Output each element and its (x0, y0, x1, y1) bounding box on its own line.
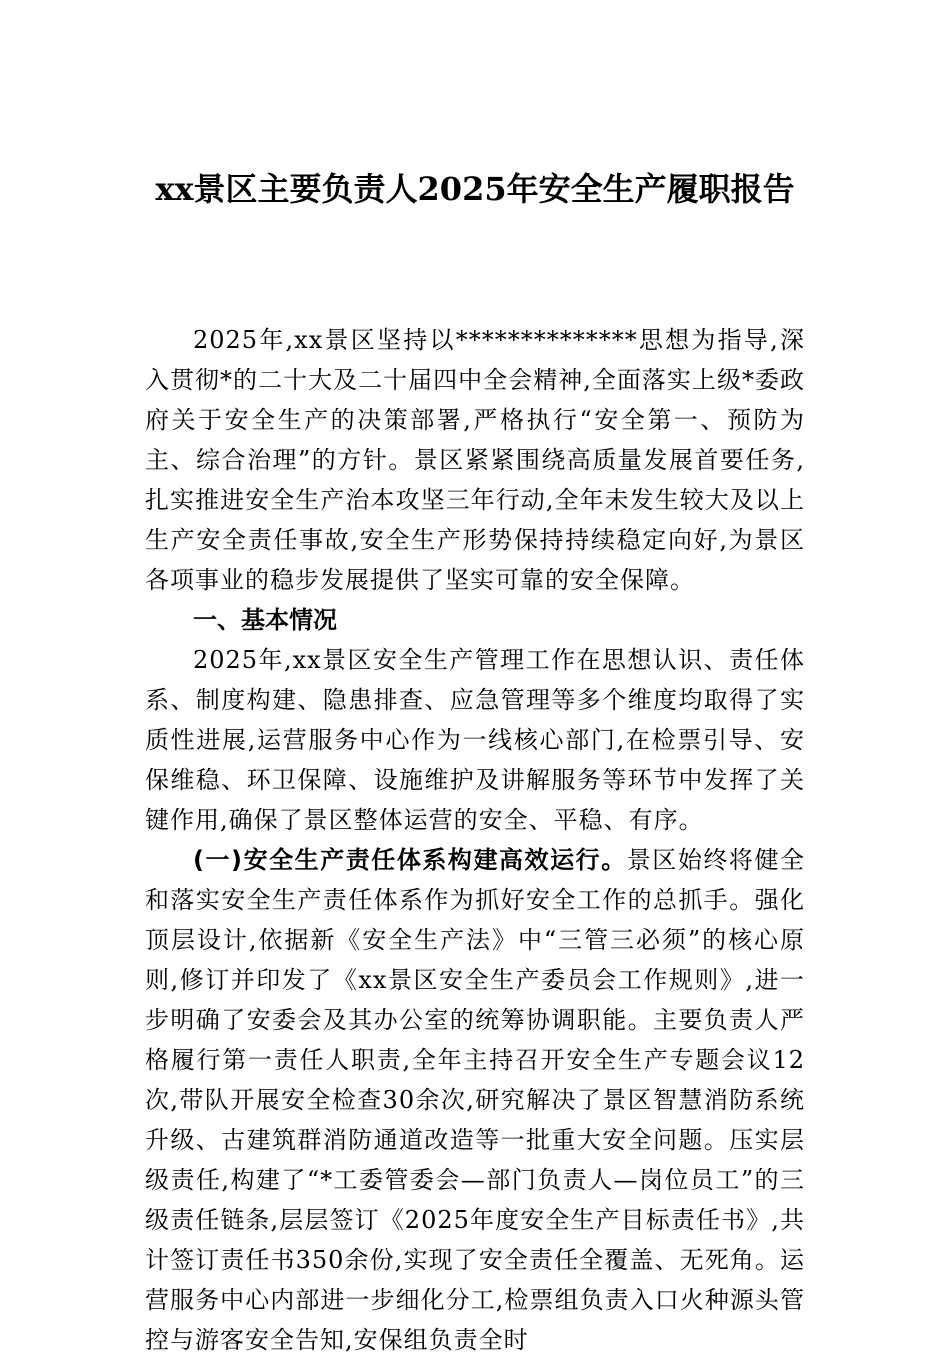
document-title: xx景区主要负责人2025年安全生产履职报告 (155, 170, 795, 208)
subsection1-lead: (一)安全生产责任体系构建高效运行。 (193, 846, 627, 874)
intro-paragraph: 2025年,xx景区坚持以**************思想为指导,深入贯彻*的二十大及二十届四中全会精神,全面落实上级*委政府关于安全生产的决策部署,严格执行“安全第一、预防为主、综合治理”的方针。景区紧紧围绕高质量发展首要任务,扎实推进安全生产治本攻坚三年行动,全年未发生较大及以上生产安全责任事故,安全生产形势保持持续稳定向好,为景区各项事业的稳步发展提供了坚实可靠的安全保障。 (145, 326, 805, 594)
subsection1-body: 景区始终将健全和落实安全生产责任体系作为抓好安全工作的总抓手。强化顶层设计,依据新《安全生产法》中“三管三必须”的核心原则,修订并印发了《xx景区安全生产委员会工作规则》,进一步明确了安委会及其办公室的统筹协调职能。主要负责人严格履行第一责任人职责,全年主持召开安全生产专题会议12次,带队开展安全检查30余次,研究解决了景区智慧消防系统升级、古建筑群消防通道改造等一批重大安全问题。压实层级责任,构建了“*工委管委会—部门负责人—岗位员工”的三级责任链条,层层签订《2025年度安全生产目标责任书》,共计签订责任书350余份,实现了安全责任全覆盖、无死角。运营服务中心内部进一步细化分工,检票组负责入口火种源头管控与游客安全告知,安保组负责全时 (145, 846, 805, 1354)
section-heading-basic-situation: 一、基本情况 (193, 606, 337, 634)
subsection1-paragraph (145, 840, 805, 1360)
document-body (145, 320, 805, 1360)
section1-paragraph: 2025年,xx景区安全生产管理工作在思想认识、责任体系、制度构建、隐患排查、应急管理等多个维度均取得了实质性进展,运营服务中心作为一线核心部门,在检票引导、安保维稳、环卫保障、设施维护及讲解服务等环节中发挥了关键作用,确保了景区整体运营的安全、平稳、有序。 (145, 646, 805, 834)
